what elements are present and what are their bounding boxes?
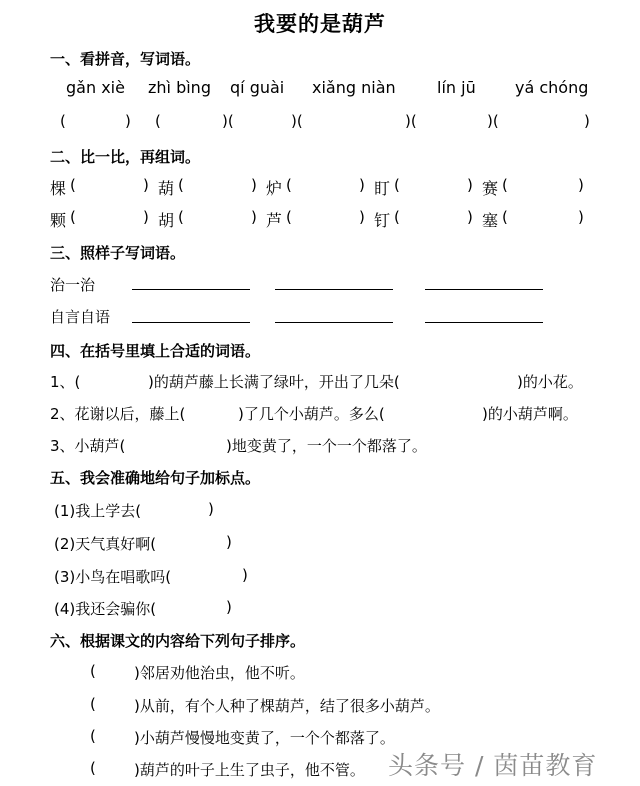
fill-sentence-2-start: 2、花谢以后，藤上( bbox=[50, 405, 186, 423]
compare-char: 赛 bbox=[482, 179, 499, 198]
close-paren: ) bbox=[242, 566, 248, 584]
pinyin-5: lín jū bbox=[437, 78, 476, 97]
watermark: 头条号 / 茵苗教育 bbox=[388, 751, 598, 780]
order-sentence: )小葫芦慢慢地变黄了，一个个都落了。 bbox=[134, 729, 395, 747]
compare-char: 盯 bbox=[374, 179, 391, 198]
section3-heading: 三、照样子写词语。 bbox=[50, 244, 186, 262]
section6-heading: 六、根据课文的内容给下列句子排序。 bbox=[50, 632, 306, 650]
pinyin-answer-paren: )( bbox=[405, 112, 417, 130]
order-open-paren: ( bbox=[90, 759, 96, 777]
answer-line[interactable] bbox=[425, 322, 543, 323]
pinyin-answer-paren: )( bbox=[222, 112, 234, 130]
pinyin-answer-paren: ) bbox=[125, 112, 131, 130]
fill-sentence-3-end: )地变黄了，一个一个都落了。 bbox=[226, 437, 427, 455]
punctuation-item: (3)小鸟在唱歌吗( bbox=[54, 568, 172, 586]
answer-line[interactable] bbox=[275, 322, 393, 323]
pinyin-answer-paren: ) bbox=[584, 112, 590, 130]
worksheet-page: 我要的是葫芦 一、看拼音，写词语。 gǎn xiè zhì bìng qí guài xiǎng niàn lín jū yá chóng ( ) ( )( )( )( )( ) 二、比一比，再组词。 棵 葫 炉 盯 赛 颗 胡 芦 钉 塞 ( ) ( ) ( ) ( ) ( ) ( ) ( ) ( ) ( ) ( ) 三、照样子写词语。 治一治 自言自语 四、在括号里填上合适的词语。 1、( )的葫芦藤上长满了绿叶，开出了几朵( )的小花。 2、花谢以后，藤上( )了几个小葫芦。多么( )的小葫芦啊。 3、小葫芦( )地变黄了，一个一个都落了。 五、我会准确地给句子加标点。 (1)我上学去( ) (2)天气真好啊( ) (3)小鸟在唱歌吗( ) (4)我还会骗你( ) 六、根据课文的内容给下列句子排序。 ( )邻居劝他治虫，他不听。 ( )从前，有个人种了棵葫芦，结了很多小葫芦。 ( )小葫芦慢慢地变黄了，一个个都落了。 ( )葫芦的叶子上生了虫子，他不管。 头条号 / 茵苗教育 bbox=[0, 0, 640, 786]
section2-heading: 二、比一比，再组词。 bbox=[50, 148, 201, 166]
pinyin-1: gǎn xiè bbox=[66, 78, 125, 97]
punctuation-item: (4)我还会骗你( bbox=[54, 600, 157, 618]
pinyin-2: zhì bìng bbox=[148, 78, 211, 97]
compare-char: 胡 bbox=[158, 211, 175, 230]
answer-line[interactable] bbox=[132, 322, 250, 323]
section5-heading: 五、我会准确地给句子加标点。 bbox=[50, 469, 261, 487]
compare-char: 芦 bbox=[266, 211, 283, 230]
answer-line[interactable] bbox=[425, 289, 543, 290]
fill-sentence-1-end: )的小花。 bbox=[517, 373, 583, 391]
pinyin-answer-paren: ( bbox=[155, 112, 161, 130]
answer-line[interactable] bbox=[132, 289, 250, 290]
order-sentence: )葫芦的叶子上生了虫子，他不管。 bbox=[134, 761, 365, 779]
fill-sentence-1-start: 1、( bbox=[50, 373, 81, 391]
pinyin-answer-paren: ( bbox=[60, 112, 66, 130]
close-paren: ) bbox=[208, 500, 214, 518]
fill-sentence-1-mid: )的葫芦藤上长满了绿叶，开出了几朵( bbox=[148, 373, 400, 391]
compare-char: 葫 bbox=[158, 179, 175, 198]
fill-sentence-3-start: 3、小葫芦( bbox=[50, 437, 126, 455]
fill-sentence-2-mid: )了几个小葫芦。多么( bbox=[238, 405, 385, 423]
punctuation-item: (2)天气真好啊( bbox=[54, 535, 157, 553]
compare-char: 棵 bbox=[50, 179, 67, 198]
answer-line[interactable] bbox=[275, 289, 393, 290]
close-paren: ) bbox=[226, 598, 232, 616]
order-open-paren: ( bbox=[90, 727, 96, 745]
close-paren: ) bbox=[226, 533, 232, 551]
pinyin-6: yá chóng bbox=[515, 78, 589, 97]
order-open-paren: ( bbox=[90, 695, 96, 713]
pinyin-3: qí guài bbox=[230, 78, 285, 97]
order-sentence: )从前，有个人种了棵葫芦，结了很多小葫芦。 bbox=[134, 697, 440, 715]
section1-heading: 一、看拼音，写词语。 bbox=[50, 50, 201, 68]
order-open-paren: ( bbox=[90, 662, 96, 680]
page-title: 我要的是葫芦 bbox=[254, 12, 386, 36]
compare-char: 颗 bbox=[50, 211, 67, 230]
fill-sentence-2-end: )的小葫芦啊。 bbox=[482, 405, 578, 423]
order-sentence: )邻居劝他治虫，他不听。 bbox=[134, 664, 305, 682]
compare-char: 塞 bbox=[482, 211, 499, 230]
compare-char: 钉 bbox=[374, 211, 391, 230]
pinyin-answer-paren: )( bbox=[291, 112, 303, 130]
example-word: 自言自语 bbox=[50, 308, 111, 326]
example-word: 治一治 bbox=[50, 276, 96, 294]
pinyin-4: xiǎng niàn bbox=[312, 78, 396, 97]
section4-heading: 四、在括号里填上合适的词语。 bbox=[50, 342, 261, 360]
pinyin-answer-paren: )( bbox=[487, 112, 499, 130]
punctuation-item: (1)我上学去( bbox=[54, 502, 142, 520]
compare-char: 炉 bbox=[266, 179, 283, 198]
